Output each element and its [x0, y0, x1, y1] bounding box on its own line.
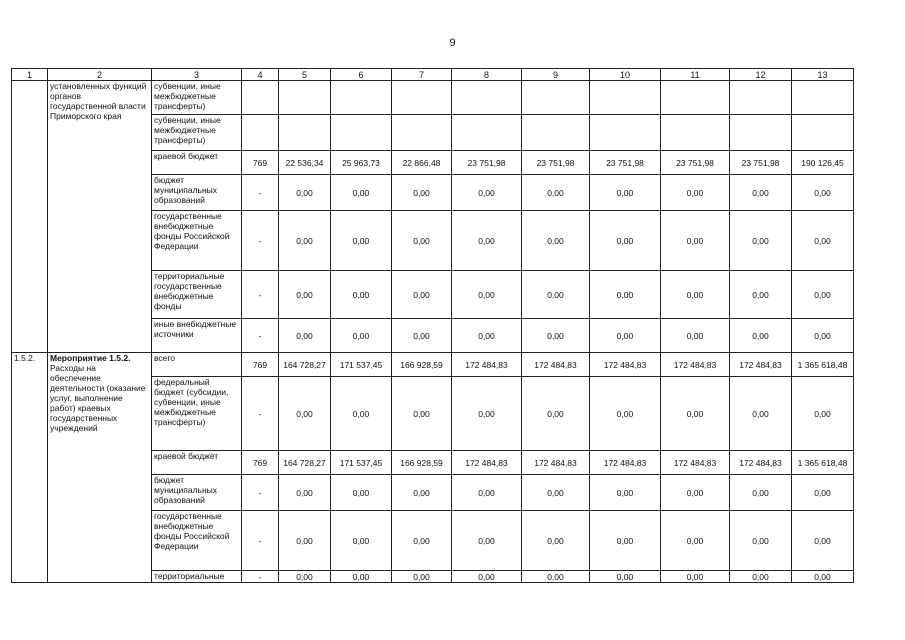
value-cell: 0,00: [730, 475, 792, 511]
value-cell: 0,00: [730, 511, 792, 571]
value-cell: [590, 81, 661, 115]
value-cell: 172 484,83: [661, 353, 730, 377]
value-cell: 0,00: [730, 319, 792, 353]
value-cell: 769: [242, 151, 279, 175]
value-cell: 0,00: [452, 511, 522, 571]
value-cell: 0,00: [792, 211, 854, 271]
value-cell: 172 484,83: [522, 353, 590, 377]
value-cell: 0,00: [279, 475, 331, 511]
value-cell: 0,00: [590, 571, 661, 583]
value-cell: -: [242, 571, 279, 583]
column-header: 1: [12, 69, 48, 81]
value-cell: -: [242, 175, 279, 211]
value-cell: 164 728,27: [279, 353, 331, 377]
value-cell: 0,00: [452, 175, 522, 211]
value-cell: 190 126,45: [792, 151, 854, 175]
value-cell: [331, 81, 392, 115]
item-name-cell: [48, 81, 152, 353]
value-cell: 0,00: [392, 319, 452, 353]
column-header: 11: [661, 69, 730, 81]
value-cell: 164 728,27: [279, 451, 331, 475]
value-cell: [392, 115, 452, 151]
page-number: 9: [449, 37, 456, 49]
value-cell: 23 751,98: [661, 151, 730, 175]
value-cell: -: [242, 475, 279, 511]
value-cell: 0,00: [331, 571, 392, 583]
value-cell: 0,00: [279, 511, 331, 571]
value-cell: 0,00: [452, 475, 522, 511]
column-header: 2: [48, 69, 152, 81]
value-cell: 0,00: [522, 175, 590, 211]
value-cell: [661, 115, 730, 151]
value-cell: 769: [242, 451, 279, 475]
value-cell: [792, 81, 854, 115]
funding-source-cell: федеральный бюджет (субсидии, субвенции, иные межбюджетные трансферты): [152, 377, 242, 451]
value-cell: 1 365 618,48: [792, 451, 854, 475]
value-cell: -: [242, 377, 279, 451]
value-cell: 0,00: [331, 377, 392, 451]
funding-source-cell: субвенции, иные межбюджетные трансферты): [152, 115, 242, 151]
value-cell: 0,00: [792, 571, 854, 583]
funding-source-cell: всего: [152, 353, 242, 377]
budget-table: [11, 68, 854, 583]
funding-source-cell: краевой бюджет: [152, 151, 242, 175]
value-cell: 0,00: [792, 271, 854, 319]
column-header: 3: [152, 69, 242, 81]
value-cell: 0,00: [590, 175, 661, 211]
value-cell: 0,00: [590, 475, 661, 511]
column-header: 12: [730, 69, 792, 81]
value-cell: 0,00: [331, 319, 392, 353]
column-header: 6: [331, 69, 392, 81]
column-header: 13: [792, 69, 854, 81]
value-cell: 0,00: [331, 175, 392, 211]
value-cell: 0,00: [279, 571, 331, 583]
value-cell: 0,00: [452, 377, 522, 451]
value-cell: 0,00: [730, 271, 792, 319]
column-header: 7: [392, 69, 452, 81]
value-cell: 0,00: [392, 571, 452, 583]
value-cell: 0,00: [590, 319, 661, 353]
table-row: [12, 353, 854, 377]
value-cell: 0,00: [730, 377, 792, 451]
value-cell: 0,00: [522, 271, 590, 319]
value-cell: 172 484,83: [730, 451, 792, 475]
value-cell: [331, 115, 392, 151]
value-cell: 0,00: [331, 271, 392, 319]
item-description: установленных функций органов государственной власти Приморского края: [50, 81, 147, 121]
funding-source-cell: территориальные: [152, 571, 242, 583]
column-header: 8: [452, 69, 522, 81]
value-cell: 0,00: [279, 211, 331, 271]
value-cell: 1 365 618,48: [792, 353, 854, 377]
funding-source-cell: государственные внебюджетные фонды Российской Федерации: [152, 511, 242, 571]
value-cell: [452, 81, 522, 115]
value-cell: 0,00: [792, 511, 854, 571]
value-cell: 0,00: [452, 211, 522, 271]
value-cell: [392, 81, 452, 115]
value-cell: 0,00: [522, 319, 590, 353]
value-cell: 0,00: [331, 511, 392, 571]
value-cell: 172 484,83: [452, 353, 522, 377]
funding-source-cell: краевой бюджет: [152, 451, 242, 475]
value-cell: 0,00: [522, 475, 590, 511]
value-cell: 0,00: [590, 211, 661, 271]
value-cell: 166 928,59: [392, 353, 452, 377]
value-cell: 23 751,98: [452, 151, 522, 175]
funding-source-cell: субвенции, иные межбюджетные трансферты): [152, 81, 242, 115]
value-cell: 0,00: [392, 475, 452, 511]
value-cell: 172 484,83: [661, 451, 730, 475]
value-cell: 0,00: [452, 271, 522, 319]
value-cell: 25 963,73: [331, 151, 392, 175]
value-cell: [522, 115, 590, 151]
value-cell: 171 537,45: [331, 451, 392, 475]
column-header: 4: [242, 69, 279, 81]
value-cell: -: [242, 511, 279, 571]
value-cell: [452, 115, 522, 151]
value-cell: 23 751,98: [730, 151, 792, 175]
value-cell: 172 484,83: [590, 451, 661, 475]
value-cell: 23 751,98: [522, 151, 590, 175]
value-cell: 172 484,83: [730, 353, 792, 377]
value-cell: 0,00: [392, 377, 452, 451]
value-cell: 0,00: [590, 271, 661, 319]
value-cell: 0,00: [661, 475, 730, 511]
value-cell: 0,00: [661, 571, 730, 583]
value-cell: 0,00: [590, 377, 661, 451]
value-cell: 0,00: [452, 571, 522, 583]
value-cell: 22 536,34: [279, 151, 331, 175]
column-header: 9: [522, 69, 590, 81]
value-cell: 0,00: [661, 511, 730, 571]
value-cell: 769: [242, 353, 279, 377]
value-cell: 0,00: [279, 271, 331, 319]
value-cell: [661, 81, 730, 115]
value-cell: 0,00: [661, 319, 730, 353]
value-cell: 0,00: [661, 175, 730, 211]
value-cell: 172 484,83: [522, 451, 590, 475]
value-cell: 0,00: [331, 211, 392, 271]
value-cell: [242, 115, 279, 151]
value-cell: 171 537,45: [331, 353, 392, 377]
value-cell: 0,00: [452, 319, 522, 353]
value-cell: 0,00: [392, 271, 452, 319]
value-cell: 22 866,48: [392, 151, 452, 175]
value-cell: [242, 81, 279, 115]
value-cell: 166 928,59: [392, 451, 452, 475]
value-cell: -: [242, 271, 279, 319]
item-number-cell: 1.5.2.: [12, 353, 48, 583]
column-header: 10: [590, 69, 661, 81]
value-cell: -: [242, 211, 279, 271]
value-cell: 0,00: [730, 571, 792, 583]
value-cell: [279, 115, 331, 151]
item-title: Мероприятие 1.5.2.: [50, 353, 131, 363]
value-cell: 0,00: [661, 377, 730, 451]
value-cell: 0,00: [522, 511, 590, 571]
value-cell: 0,00: [522, 211, 590, 271]
value-cell: [590, 115, 661, 151]
value-cell: 172 484,83: [452, 451, 522, 475]
value-cell: [730, 115, 792, 151]
value-cell: 0,00: [279, 319, 331, 353]
item-name-cell: [48, 353, 152, 583]
value-cell: 172 484,83: [590, 353, 661, 377]
funding-source-cell: иные внебюджетные источники: [152, 319, 242, 353]
value-cell: [279, 81, 331, 115]
value-cell: 0,00: [792, 475, 854, 511]
value-cell: 0,00: [522, 377, 590, 451]
value-cell: 23 751,98: [590, 151, 661, 175]
header-row: [12, 69, 854, 81]
value-cell: [522, 81, 590, 115]
value-cell: 0,00: [730, 211, 792, 271]
value-cell: [730, 81, 792, 115]
value-cell: [792, 115, 854, 151]
value-cell: 0,00: [792, 319, 854, 353]
value-cell: 0,00: [392, 175, 452, 211]
item-description: Расходы на обеспечение деятельности (оказание услуг, выполнение работ) краевых государственных учреждений: [50, 363, 146, 433]
value-cell: 0,00: [730, 175, 792, 211]
value-cell: 0,00: [792, 377, 854, 451]
value-cell: 0,00: [661, 271, 730, 319]
value-cell: 0,00: [279, 377, 331, 451]
funding-source-cell: бюджет муниципальных образований: [152, 475, 242, 511]
funding-source-cell: государственные внебюджетные фонды Российской Федерации: [152, 211, 242, 271]
value-cell: 0,00: [522, 571, 590, 583]
funding-source-cell: территориальные государственные внебюджетные фонды: [152, 271, 242, 319]
value-cell: 0,00: [392, 211, 452, 271]
value-cell: 0,00: [279, 175, 331, 211]
column-header: 5: [279, 69, 331, 81]
value-cell: 0,00: [392, 511, 452, 571]
funding-source-cell: бюджет муниципальных образований: [152, 175, 242, 211]
value-cell: 0,00: [590, 511, 661, 571]
item-number-cell: [12, 81, 48, 353]
table-row: [12, 81, 854, 115]
value-cell: 0,00: [661, 211, 730, 271]
value-cell: 0,00: [792, 175, 854, 211]
value-cell: 0,00: [331, 475, 392, 511]
value-cell: -: [242, 319, 279, 353]
